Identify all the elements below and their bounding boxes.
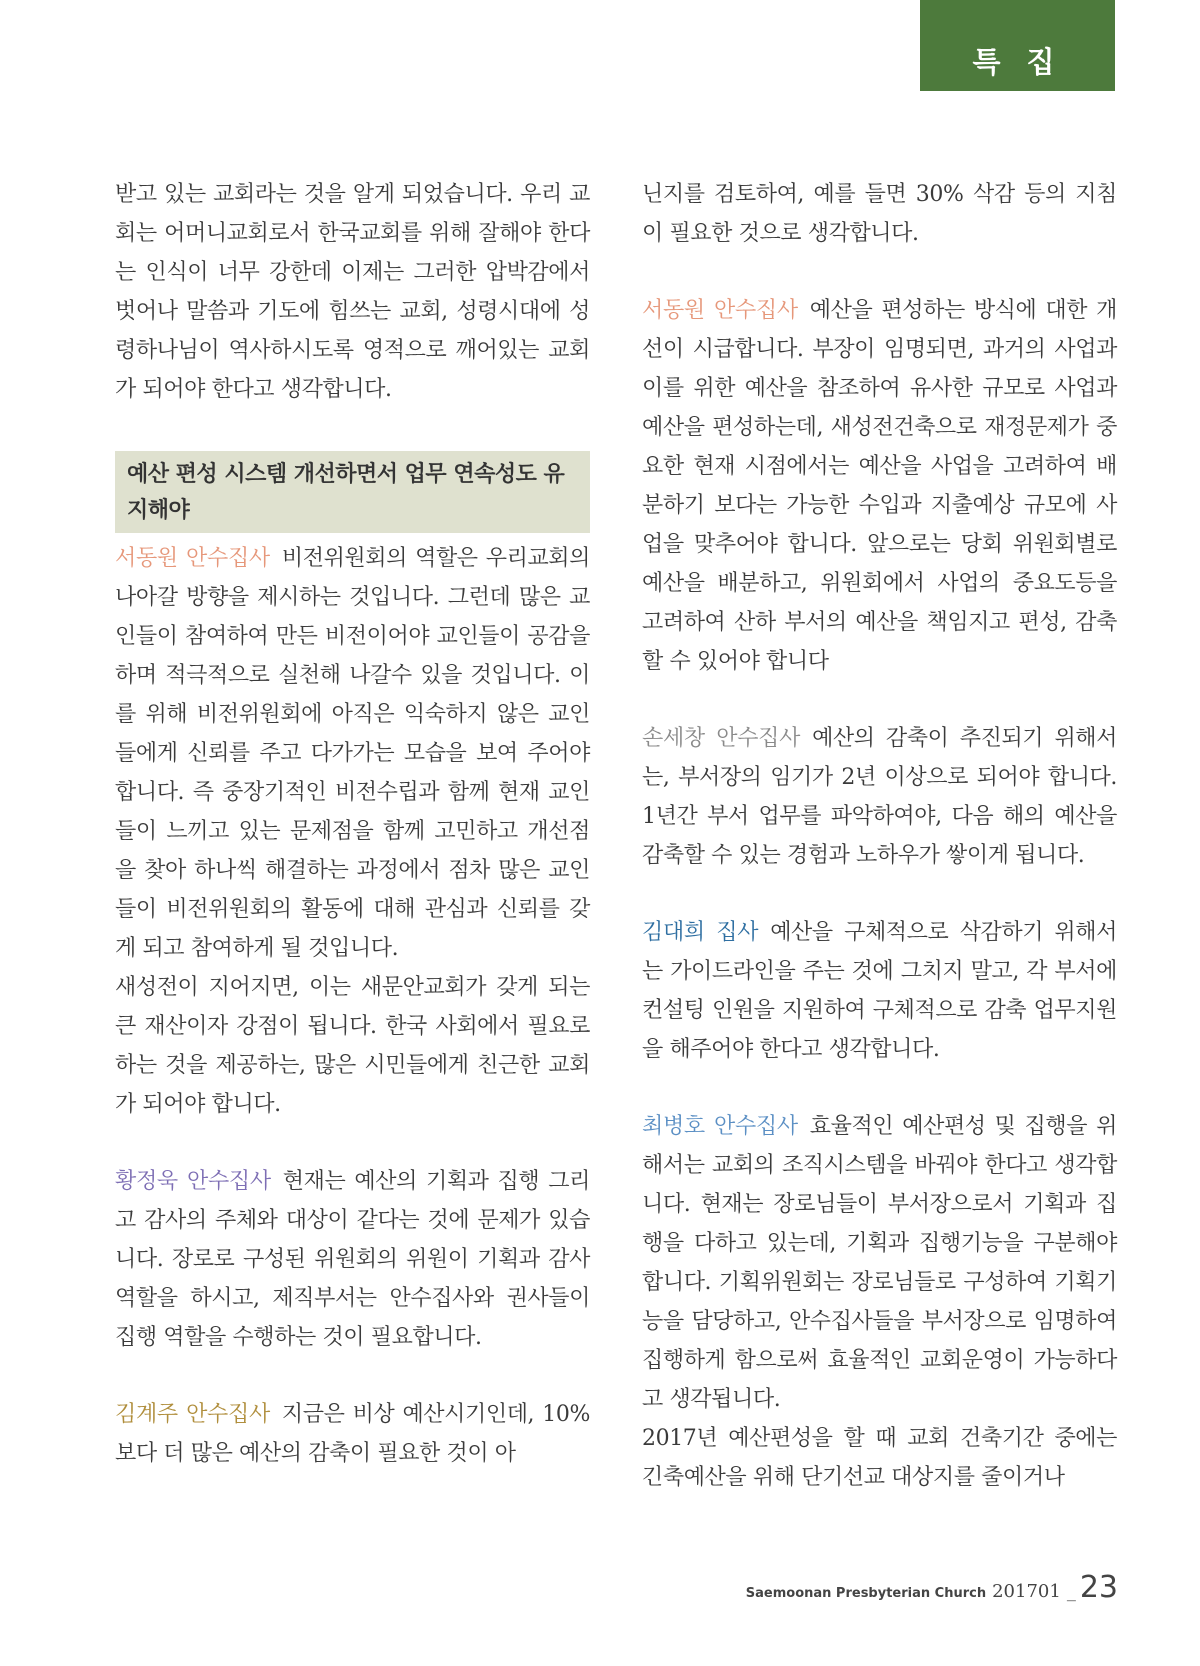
issue-number: 201701	[992, 1581, 1061, 1602]
speaker-paragraph	[115, 539, 590, 968]
speaker-name: 서동원 안수집사	[115, 546, 270, 571]
section-tab: 특 집	[920, 0, 1115, 91]
paragraph-gap	[642, 253, 1117, 291]
speaker-statement: 예산을 편성하는 방식에 대한 개선이 시급합니다. 부장이 임명되면, 과거의 사업과 이를 위한 예산을 참조하여 유사한 규모로 사업과 예산을 편성하는데, 새성전건축으로 재정문제가 중요한 현재 시점에서는 예산을 사업을 고려하여 배분하기 보다는 가능한 수입과 지출예상 규모에 사업을 맞추어야 합니다. 앞으로는 당회 위원회별로 예산을 배분하고, 위원회에서 사업의 중요도등을 고려하여 산하 부서의 예산을 책임지고 편성, 감축할 수 있어야 합니다	[642, 298, 1117, 674]
speaker-name: 손세창 안수집사	[642, 726, 801, 751]
speaker-statement: 효율적인 예산편성 및 집행을 위해서는 교회의 조직시스템을 바꿔야 한다고 생각합니다. 현재는 장로님들이 부서장으로서 기획과 집행을 다하고 있는데, 기획과 집행기능을 구분해야 합니다. 기획위원회는 장로님들로 구성하여 기획기능을 담당하고, 안수집사들을 부서장으로 임명하여 집행하게 함으로써 효율적인 교회운영이 가능하다고 생각됩니다.	[642, 1114, 1117, 1412]
right-column	[642, 175, 1117, 1497]
speaker-paragraph	[115, 1395, 590, 1473]
speaker-name: 김대희 집사	[642, 920, 759, 945]
paragraph: 새성전이 지어지면, 이는 새문안교회가 갖게 되는 큰 재산이자 강점이 됩니다. 한국 사회에서 필요로 하는 것을 제공하는, 많은 시민들에게 친근한 교회가 되어야 합니다.	[115, 975, 590, 1117]
section-subheading: 예산 편성 시스템 개선하면서 업무 연속성도 유지해야	[115, 451, 590, 533]
speaker-paragraph	[642, 291, 1117, 681]
paragraph: 2017년 예산편성을 할 때 교회 건축기간 중에는 긴축예산을 위해 단기선교 대상지를 줄이거나	[642, 1426, 1117, 1490]
speaker-statement: 지금은 비상 예산시기인데, 10%보다 더 많은 예산의 감축이 필요한 것이 아	[115, 1402, 590, 1466]
speaker-paragraph	[642, 913, 1117, 1069]
speaker-name: 최병호 안수집사	[642, 1114, 798, 1139]
speaker-statement: 예산을 구체적으로 삭감하기 위해서는 가이드라인을 주는 것에 그치지 말고, 각 부서에 컨설팅 인원을 지원하여 구체적으로 감축 업무지원을 해주어야 한다고 생각합니다.	[642, 920, 1117, 1062]
speaker-name: 서동원 안수집사	[642, 298, 798, 323]
paragraph-gap	[115, 409, 590, 447]
speaker-name: 김계주 안수집사	[115, 1402, 270, 1427]
left-column	[115, 175, 590, 1473]
page-footer	[746, 1570, 1118, 1605]
paragraph-gap	[642, 1069, 1117, 1107]
paragraph-gap	[642, 875, 1117, 913]
paragraph-gap	[642, 681, 1117, 719]
speaker-name: 황정욱 안수집사	[115, 1169, 271, 1194]
speaker-paragraph	[642, 719, 1117, 875]
page-number: 23	[1079, 1570, 1118, 1605]
footer-separator: _	[1066, 1581, 1076, 1602]
speaker-paragraph	[115, 1162, 590, 1357]
paragraph-gap	[115, 1124, 590, 1162]
speaker-statement: 비전위원회의 역할은 우리교회의 나아갈 방향을 제시하는 것입니다. 그런데 많은 교인들이 참여하여 만든 비전이어야 교인들이 공감을 하며 적극적으로 실천해 나갈수 있을 것입니다. 이를 위해 비전위원회에 아직은 익숙하지 않은 교인들에게 신뢰를 주고 다가가는 모습을 보여 주어야 합니다. 즉 중장기적인 비전수립과 함께 현재 교인들이 느끼고 있는 문제점을 함께 고민하고 개선점을 찾아 하나씩 해결하는 과정에서 점차 많은 교인들이 비전위원회의 활동에 대해 관심과 신뢰를 갖게 되고 참여하게 될 것입니다.	[115, 546, 591, 961]
church-name: Saemoonan Presbyterian Church	[745, 1586, 987, 1601]
paragraph: 받고 있는 교회라는 것을 알게 되었습니다. 우리 교회는 어머니교회로서 한국교회를 위해 잘해야 한다는 인식이 너무 강한데 이제는 그러한 압박감에서 벗어나 말씀과 기도에 힘쓰는 교회, 성령시대에 성령하나님이 역사하시도록 영적으로 깨어있는 교회가 되어야 한다고 생각합니다.	[115, 182, 590, 402]
paragraph: 닌지를 검토하여, 예를 들면 30% 삭감 등의 지침이 필요한 것으로 생각합니다.	[642, 182, 1117, 246]
speaker-paragraph	[642, 1107, 1117, 1419]
paragraph-gap	[115, 1357, 590, 1395]
speaker-statement: 현재는 예산의 기획과 집행 그리고 감사의 주체와 대상이 같다는 것에 문제가 있습니다. 장로로 구성된 위원회의 위원이 기획과 감사 역할을 하시고, 제직부서는 안수집사와 권사들이 집행 역할을 수행하는 것이 필요합니다.	[115, 1169, 590, 1350]
speaker-statement: 예산의 감축이 추진되기 위해서는, 부서장의 임기가 2년 이상으로 되어야 합니다. 1년간 부서 업무를 파악하여야, 다음 해의 예산을 감축할 수 있는 경험과 노하우가 쌓이게 됩니다.	[642, 726, 1118, 868]
